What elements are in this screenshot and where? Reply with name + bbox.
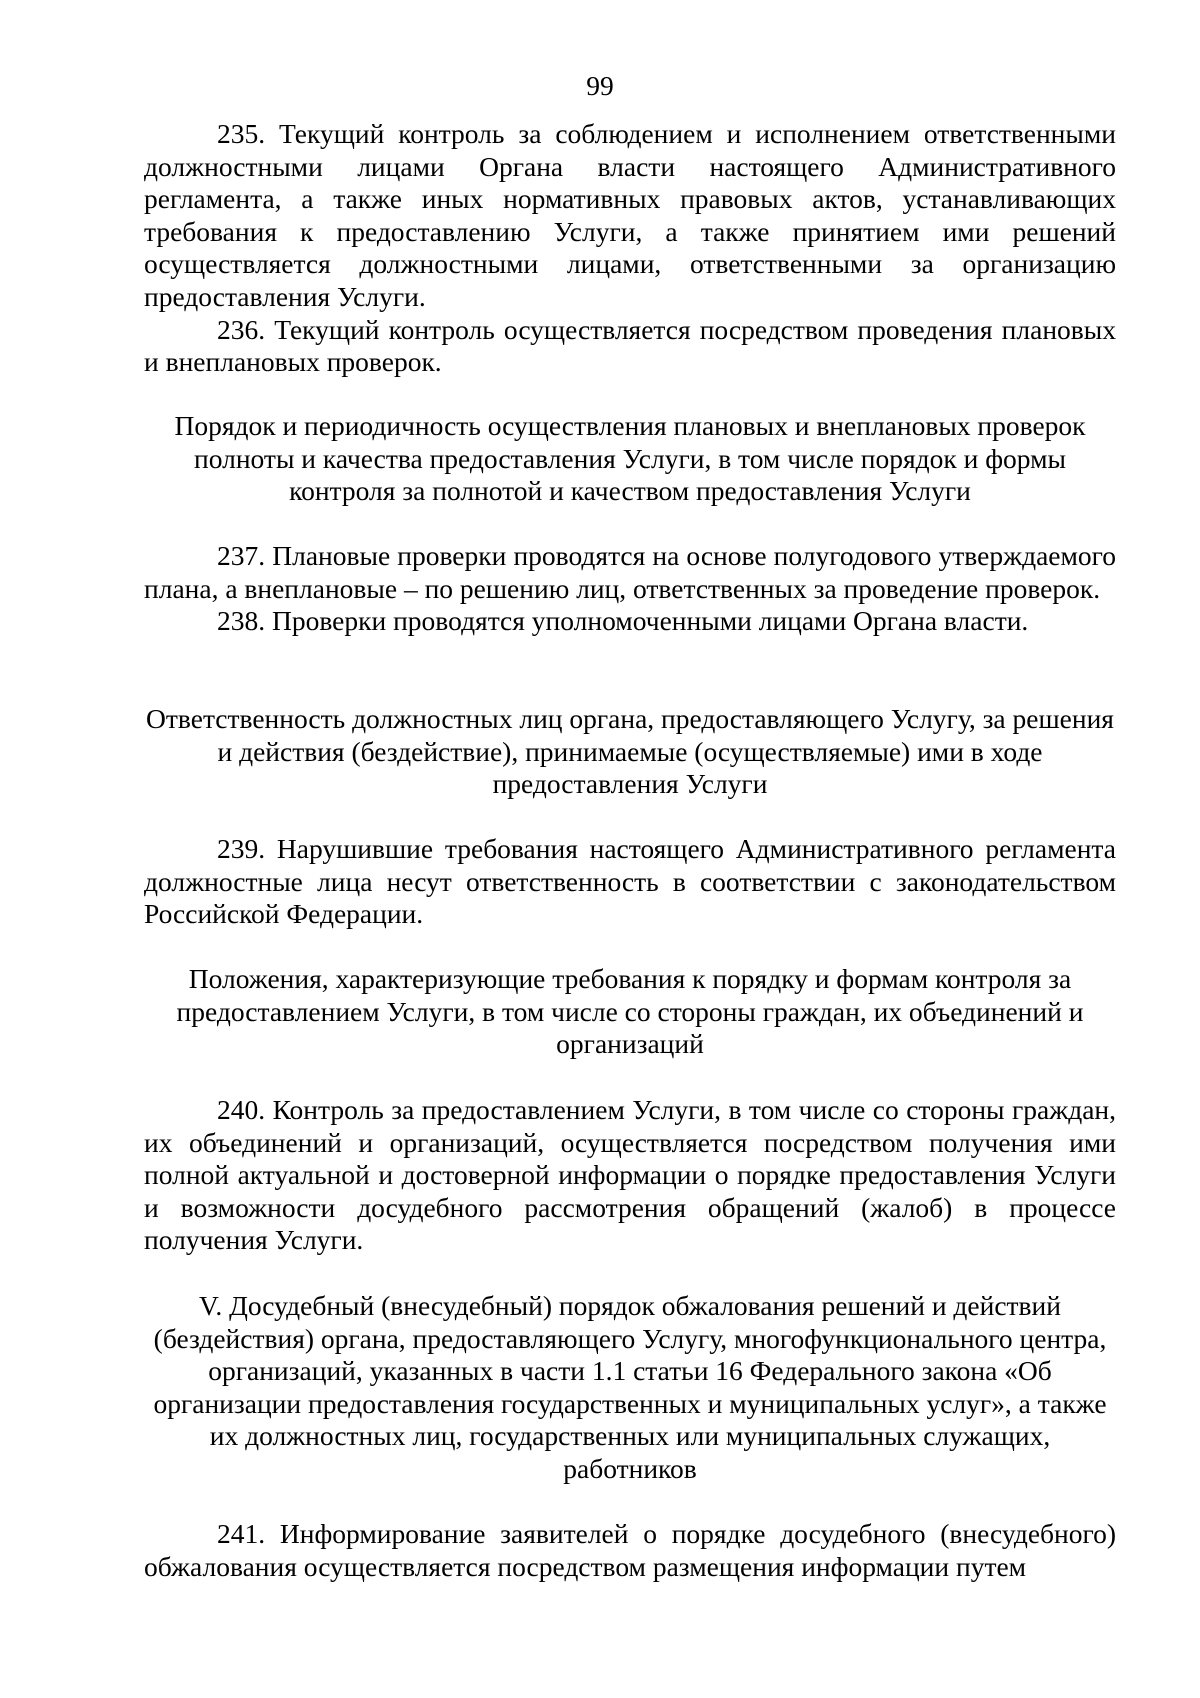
section-citizen-control (144, 1094, 1116, 1257)
paragraph-241: 241. Информирование заявителей о порядке досудебного (внесудебного) обжалования осуществляется посредством размещения информации путем (144, 1518, 1116, 1582)
heading-inspections (144, 410, 1116, 508)
paragraph-239: 239. Нарушившие требования настоящего Административного регламента должностные лица несут ответственность в соответствии с законодательством Российской Федерации. (144, 833, 1116, 930)
heading-chapter-v (144, 1290, 1116, 1486)
paragraph-236: 236. Текущий контроль осуществляется посредством проведения плановых и внеплановых проверок. (144, 313, 1116, 378)
page-number: 99 (586, 70, 614, 101)
heading-responsibility-text: Ответственность должностных лиц органа, предоставляющего Услугу, за решения и действия (бездействие), принимаемые (осуществляемые) ими в ходе предоставления Услуги (146, 703, 1114, 800)
paragraph-240: 240. Контроль за предоставлением Услуги, в том числе со стороны граждан, их объединений и организаций, осуществляется посредством получения ими полной актуальной и достоверной информации о порядке предоставления Услуги и возможности досудебного рассмотрения обращений (жалоб) в процессе получения Услуги. (144, 1094, 1116, 1256)
heading-inspections-text: Порядок и периодичность осуществления плановых и внеплановых проверок полноты и качества предоставления Услуги, в том числе порядок и формы контроля за полнотой и качеством предоставления Услуги (174, 410, 1086, 507)
paragraph-238: 238. Проверки проводятся уполномоченными лицами Органа власти. (217, 605, 1029, 637)
heading-responsibility (144, 703, 1116, 801)
heading-chapter-v-text: V. Досудебный (внесудебный) порядок обжалования решений и действий (бездействия) органа, предоставляющего Услугу, многофункционального центра, организаций, указанных в части 1.1 статьи 16 Федерального закона «Об организации предоставления государственных и муниципальных услуг», а также их должностных лиц, государственных или муниципальных служащих, работников (153, 1290, 1107, 1484)
section-appeal-info (144, 1518, 1116, 1583)
section-control-current (144, 118, 1116, 379)
heading-citizen-control (144, 963, 1116, 1061)
paragraph-235: 235. Текущий контроль за соблюдением и исполнением ответственными должностными лицами Органа власти настоящего Административного регламента, а также иных нормативных правовых актов, устанавливающих требования к предоставлению Услуги, а также принятием ими решений осуществляется должностными лицами, ответственными за организацию предоставления Услуги. (144, 118, 1116, 312)
section-responsibility (144, 833, 1116, 931)
section-inspections (144, 540, 1116, 638)
heading-citizen-control-text: Положения, характеризующие требования к порядку и формам контроля за предоставлением Услуги, в том числе со стороны граждан, их объединений и организаций (176, 963, 1084, 1060)
paragraph-237: 237. Плановые проверки проводятся на основе полугодового утверждаемого плана, а внеплановые – по решению лиц, ответственных за проведение проверок. (144, 540, 1116, 604)
